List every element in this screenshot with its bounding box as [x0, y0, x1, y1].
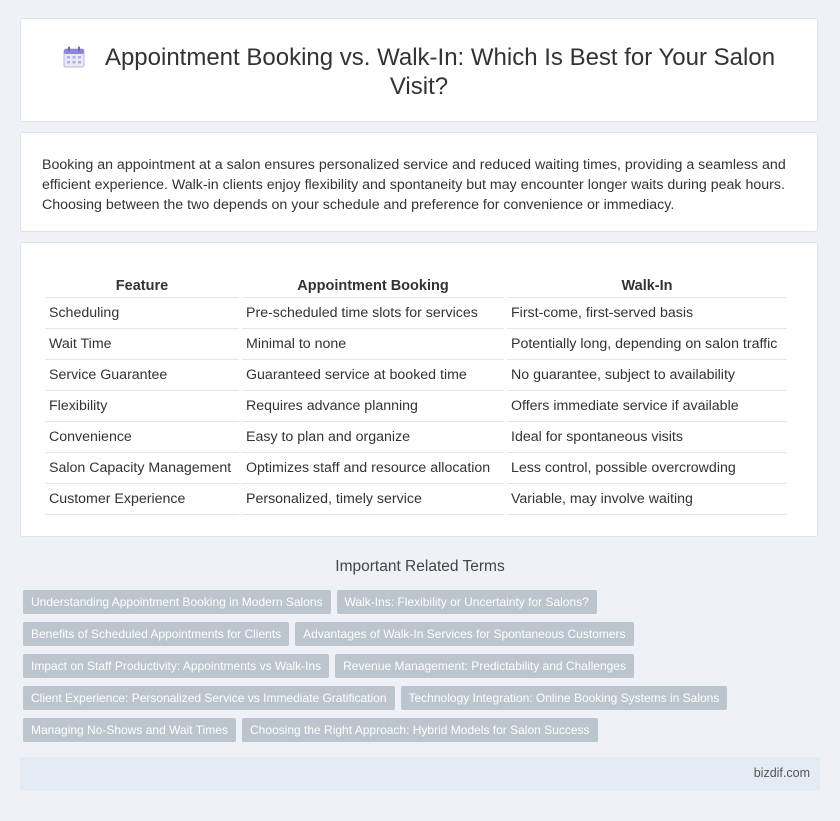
table-row: [45, 453, 787, 484]
table-row: [45, 422, 787, 453]
related-term-link[interactable]: Choosing the Right Approach: Hybrid Models for Salon Success: [242, 718, 598, 742]
footer-brand[interactable]: bizdif.com: [753, 766, 810, 780]
related-terms-title: Important Related Terms: [335, 558, 505, 575]
related-term-link[interactable]: Technology Integration: Online Booking Systems in Salons: [401, 686, 728, 710]
table-row: [45, 484, 787, 515]
summary-text: Booking an appointment at a salon ensures personalized service and reduced waiting times, providing a seamless and efficient experience. Walk-in clients enjoy flexibility and spontaneity but may encounter longer waits during peak hours. Choosing between the two depends on your schedule and preference for convenience or immediacy.: [42, 157, 786, 213]
cell-feature: Customer Experience: [45, 484, 239, 515]
cell-appointment: Minimal to none: [242, 329, 504, 360]
cell-appointment: Pre-scheduled time slots for services: [242, 298, 504, 329]
related-term-link[interactable]: Client Experience: Personalized Service vs Immediate Gratification: [23, 686, 395, 710]
table-row: [45, 329, 787, 360]
table-row: [45, 360, 787, 391]
header-appointment: Appointment Booking: [242, 275, 504, 298]
table-row: [45, 298, 787, 329]
table-row: [45, 391, 787, 422]
cell-feature: Wait Time: [45, 329, 239, 360]
cell-feature: Flexibility: [45, 391, 239, 422]
cell-feature: Service Guarantee: [45, 360, 239, 391]
cell-appointment: Optimizes staff and resource allocation: [242, 453, 504, 484]
cell-appointment: Requires advance planning: [242, 391, 504, 422]
cell-walkin: Ideal for spontaneous visits: [507, 422, 787, 453]
cell-appointment: Easy to plan and organize: [242, 422, 504, 453]
related-term-link[interactable]: Managing No-Shows and Wait Times: [23, 718, 236, 742]
cell-appointment: Guaranteed service at booked time: [242, 360, 504, 391]
calendar-icon: [63, 46, 85, 68]
comparison-card: [20, 242, 818, 537]
cell-feature: Convenience: [45, 422, 239, 453]
cell-feature: Scheduling: [45, 298, 239, 329]
cell-walkin: Potentially long, depending on salon traffic: [507, 329, 787, 360]
header-walkin: Walk-In: [507, 275, 787, 298]
cell-walkin: No guarantee, subject to availability: [507, 360, 787, 391]
related-term-link[interactable]: Revenue Management: Predictability and Challenges: [335, 654, 634, 678]
cell-walkin: First-come, first-served basis: [507, 298, 787, 329]
footer: [20, 757, 820, 791]
related-term-link[interactable]: Benefits of Scheduled Appointments for Clients: [23, 622, 289, 646]
comparison-table: [42, 275, 790, 515]
cell-appointment: Personalized, timely service: [242, 484, 504, 515]
related-term-link[interactable]: Walk-Ins: Flexibility or Uncertainty for Salons?: [337, 590, 597, 614]
summary-card: [20, 132, 818, 232]
table-header-row: [45, 275, 787, 298]
related-term-link[interactable]: Understanding Appointment Booking in Modern Salons: [23, 590, 331, 614]
page-title-wrap: [21, 43, 817, 101]
related-terms-list: [23, 590, 823, 750]
header-card: [20, 18, 818, 122]
cell-feature: Salon Capacity Management: [45, 453, 239, 484]
page-title: Appointment Booking vs. Walk-In: Which Is Best for Your Salon Visit?: [104, 44, 776, 100]
header-feature: Feature: [45, 275, 239, 298]
related-term-link[interactable]: Advantages of Walk-In Services for Spontaneous Customers: [295, 622, 633, 646]
related-term-link[interactable]: Impact on Staff Productivity: Appointments vs Walk-Ins: [23, 654, 329, 678]
cell-walkin: Variable, may involve waiting: [507, 484, 787, 515]
cell-walkin: Offers immediate service if available: [507, 391, 787, 422]
cell-walkin: Less control, possible overcrowding: [507, 453, 787, 484]
